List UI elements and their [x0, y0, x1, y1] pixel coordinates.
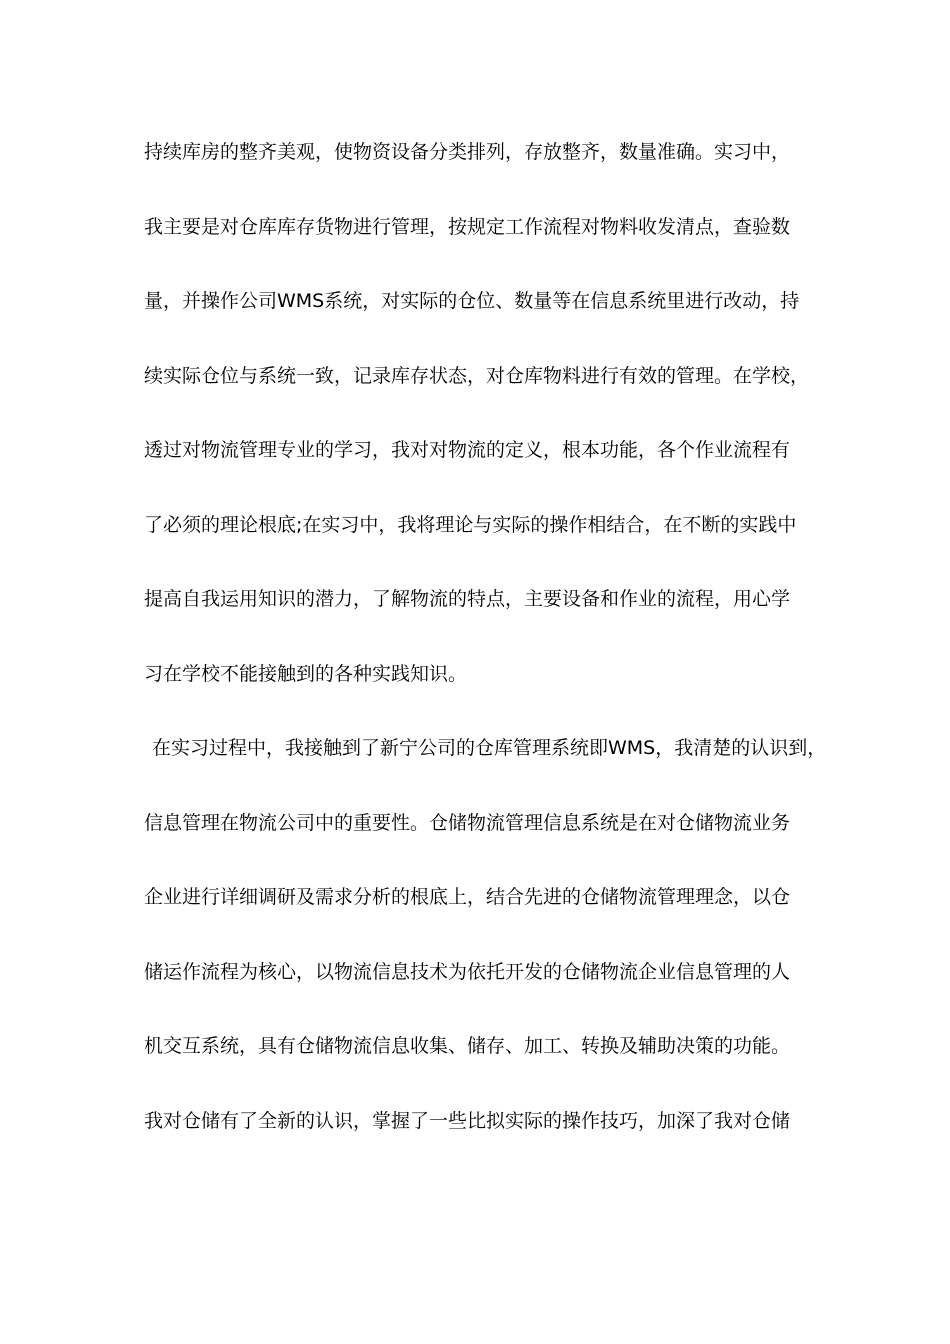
text-line-4: 续实际仓位与系统一致，记录库存状态，对仓库物料进行有效的管理。在学校，	[144, 364, 810, 387]
text-line-14: 我对仓储有了全新的认识，掌握了一些比拟实际的操作技巧，加深了我对仓储	[144, 1109, 791, 1132]
text-line-11: 企业进行详细调研及需求分析的根底上，结合先进的仓储物流管理理念，以仓	[144, 886, 791, 908]
text-line-2: 我主要是对仓库库存货物进行管理，按规定工作流程对物料收发清点，查验数	[144, 215, 791, 238]
text-line-8: 习在学校不能接触到的各种实践知识。	[144, 662, 468, 685]
text-line-10: 信息管理在物流公司中的重要性。仓储物流管理信息系统是在对仓储物流业务	[144, 811, 791, 834]
text-line-12: 储运作流程为核心，以物流信息技术为依托开发的仓储物流企业信息管理的人	[144, 960, 791, 983]
text-line-1: 持续库房的整齐美观，使物资设备分类排列，存放整齐，数量准确。实习中，	[144, 141, 791, 163]
text-line-13: 机交互系统，具有仓储物流信息收集、储存、加工、转换及辅助决策的功能。	[144, 1035, 791, 1057]
body-text	[144, 134, 827, 1177]
text-line-7: 提高自我运用知识的潜力，了解物流的特点，主要设备和作业的流程，用心学	[144, 588, 791, 610]
text-line-3: 量，并操作公司WMS系统，对实际的仓位、数量等在信息系统里进行改动，持	[144, 290, 800, 312]
text-line-6: 了必须的理论根底;在实习中，我将理论与实际的操作相结合，在不断的实践中	[144, 513, 797, 536]
text-line-9: 在实习过程中，我接触到了新宁公司的仓库管理系统即WMS，我清楚的认识到，	[152, 737, 827, 759]
text-line-5: 透过对物流管理专业的学习，我对对物流的定义，根本功能，各个作业流程有	[144, 439, 791, 461]
